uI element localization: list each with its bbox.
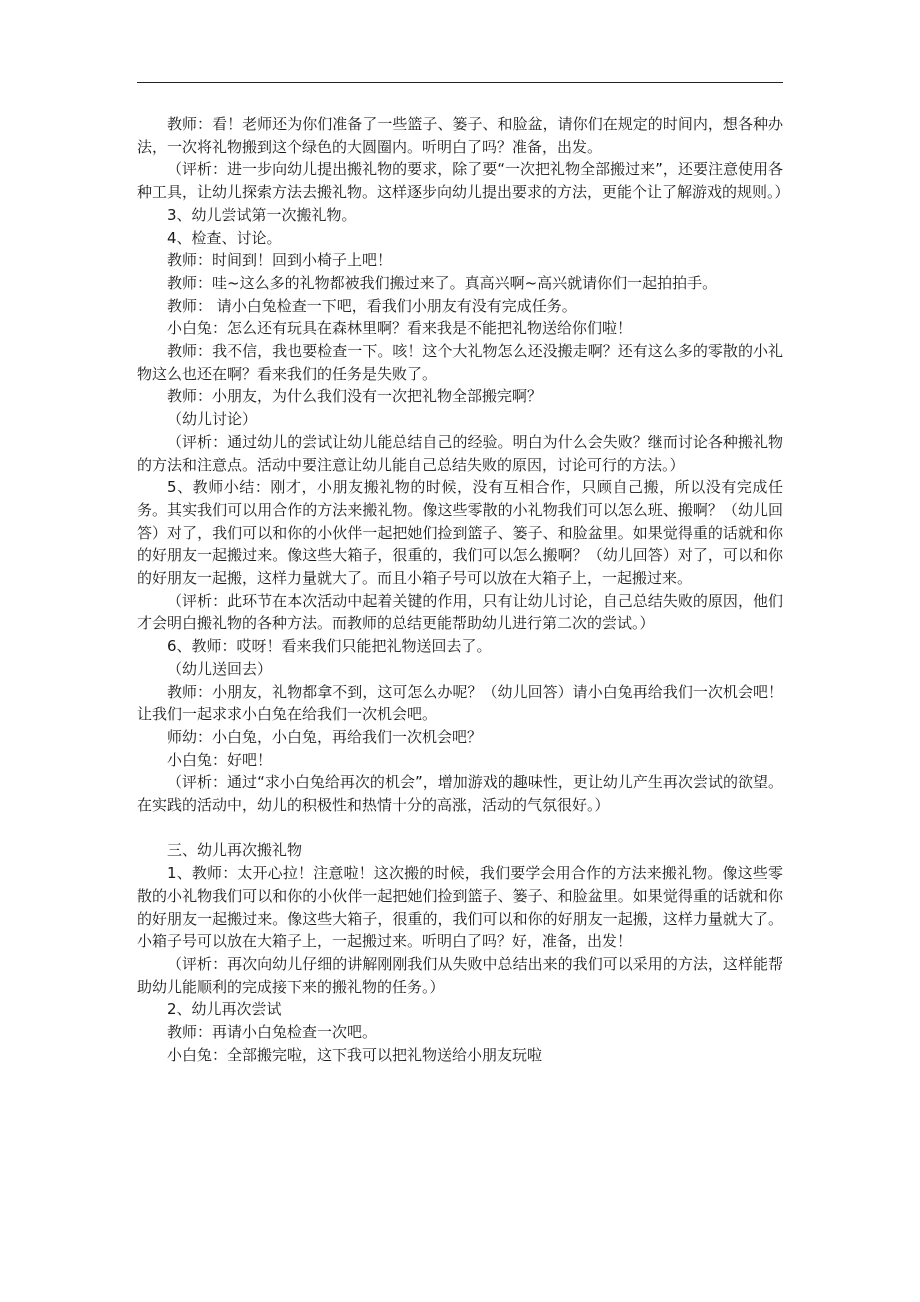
paragraph: （评析：通过“求小白兔给再次的机会”，增加游戏的趣味性，更让幼儿产生再次尝试的欲望。在实践的活动中，幼儿的积极性和热情十分的高涨，活动的气氛很好。） bbox=[137, 773, 783, 815]
section-heading: 三、幼儿再次搬礼物 bbox=[167, 841, 303, 860]
paragraph: 教师：我不信，我也要检查一下。咳！这个大礼物怎么还没搬走啊？还有这么多的零散的小礼物这么也还在啊？看来我们的任务是失败了。 bbox=[137, 342, 783, 383]
paragraph: 教师： 请小白兔检查一下吧，看我们小朋友有没有完成任务。 bbox=[167, 296, 577, 315]
paragraph: 教师：再请小白兔检查一次吧。 bbox=[167, 1023, 378, 1042]
paragraph: 4、检查、讨论。 bbox=[167, 228, 282, 247]
paragraph: 2、幼儿再次尝试 bbox=[167, 1000, 282, 1019]
paragraph: 1、教师：太开心拉！注意啦！这次搬的时候，我们要学会用合作的方法来搬礼物。像这些零散的小礼物我们可以和你的小伙伴一起把她们捡到篮子、篓子、和脸盆里。如果觉得重的话就和你的好朋友一起搬过来。像这些大箱子，很重的，我们可以和你的好朋友一起搬，这样力量就大了。小箱子号可以放在大箱子上，一起搬过来。听明白了吗？好，准备，出发！ bbox=[137, 864, 783, 951]
paragraph: 小白兔：全部搬完啦，这下我可以把礼物送给小朋友玩啦 bbox=[167, 1045, 543, 1064]
paragraph: 3、幼儿尝试第一次搬礼物。 bbox=[167, 205, 357, 224]
paragraph: 师幼：小白兔，小白兔，再给我们一次机会吧？ bbox=[167, 727, 483, 746]
paragraph: 小白兔：怎么还有玩具在森林里啊？看来我是不能把礼物送给你们啦！ bbox=[167, 319, 633, 338]
paragraph: 教师：小朋友，为什么我们没有一次把礼物全部搬完啊？ bbox=[167, 387, 543, 406]
header-rule bbox=[137, 82, 783, 83]
paragraph: （幼儿讨论） bbox=[167, 410, 258, 429]
document-body bbox=[137, 113, 790, 1067]
paragraph: 教师：看！老师还为你们准备了一些篮子、篓子、和脸盆，请你们在规定的时间内，想各种办法，一次将礼物搬到这个绿色的大圆圈内。听明白了吗？准备，出发。 bbox=[137, 115, 783, 156]
paragraph: 教师：时间到！回到小椅子上吧！ bbox=[167, 251, 393, 270]
paragraph: 6、教师：哎呀！看来我们只能把礼物送回去了。 bbox=[167, 637, 492, 656]
paragraph: （评析：进一步向幼儿提出搬礼物的要求，除了要“一次把礼物全部搬过来”，还要注意使用各种工具，让幼儿探索方法去搬礼物。这样逐步向幼儿提出要求的方法，更能个让了解游戏的规则。） bbox=[137, 160, 790, 202]
paragraph: 5、教师小结：刚才，小朋友搬礼物的时候，没有互相合作，只顾自己搬，所以没有完成任务。其实我们可以用合作的方法来搬礼物。像这些零散的小礼物我们可以怎么班、搬啊？（幼儿回答）对了，我们可以和你的小伙伴一起把她们捡到篮子、篓子、和脸盆里。如果觉得重的话就和你的好朋友一起搬过来。像这些大箱子，很重的，我们可以怎么搬啊？（幼儿回答）对了，可以和你的好朋友一起搬，这样力量就大了。而且小箱子号可以放在大箱子上，一起搬过来。 bbox=[137, 478, 783, 588]
paragraph: （幼儿送回去） bbox=[167, 659, 273, 678]
paragraph: （评析：通过幼儿的尝试让幼儿能总结自己的经验。明白为什么会失败？继而讨论各种搬礼物的方法和注意点。活动中要注意让幼儿能自己总结失败的原因，讨论可行的方法。） bbox=[137, 432, 783, 474]
paragraph: （评析：此环节在本次活动中起着关键的作用，只有让幼儿讨论，自己总结失败的原因，他们才会明白搬礼物的各种方法。而教师的总结更能帮助幼儿进行第二次的尝试。） bbox=[137, 591, 783, 633]
paragraph: 教师：哇~这么多的礼物都被我们搬过来了。真高兴啊~高兴就请你们一起拍拍手。 bbox=[167, 273, 718, 292]
paragraph: 小白兔：好吧！ bbox=[167, 750, 273, 769]
paragraph: （评析：再次向幼儿仔细的讲解刚刚我们从失败中总结出来的我们可以采用的方法，这样能帮助幼儿能顺利的完成接下来的搬礼物的任务。） bbox=[137, 955, 783, 996]
paragraph: 教师：小朋友，礼物都拿不到，这可怎么办呢？（幼儿回答）请小白兔再给我们一次机会吧！让我们一起求求小白兔在给我们一次机会吧。 bbox=[137, 682, 783, 724]
